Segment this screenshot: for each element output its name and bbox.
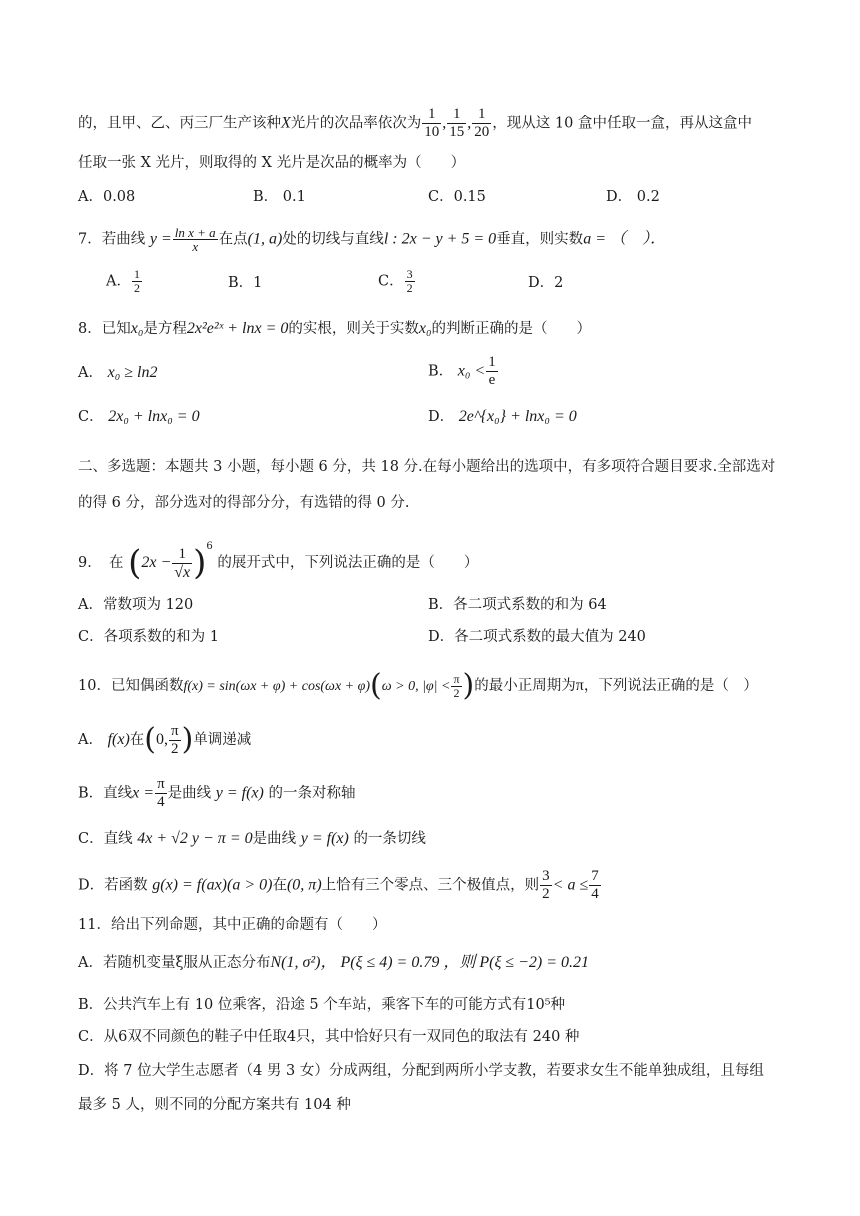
q9-option-b: B．各二项式系数的和为 64 <box>428 597 607 613</box>
q10-option-a: A． f(x)在(0, $\frac{\pi}{2}$ )单调递减 <box>78 722 252 757</box>
q11-option-d-line2: 最多 5 人，则不同的分配方案共有 104 种 <box>78 1097 351 1113</box>
q11-option-c: C．从6双不同颜色的鞋子中任取4只，其中恰好只有一双同色的取法有 240 种 <box>78 1029 580 1045</box>
q6-text-b: 光片的次品率依次为 <box>290 115 422 132</box>
q6-text-c: ，现从这 10 盒中任取一盒，再从这盒中 <box>492 115 752 132</box>
q8-option-b: B． x₀ < $\frac{1}{e}$ <box>428 354 496 388</box>
q11-option-a: A．若随机变量ξ服从正态分布N(1, σ²)， P(ξ ≤ 4) = 0.79 ，则 P(ξ ≤ −2) = 0.21 <box>78 954 590 971</box>
q8-option-c: C． 2x₀ + lnx₀ = 0 <box>78 408 200 425</box>
q11-option-d-line1: D．将 7 位大学生志愿者（4 男 3 女）分成两组，分配到两所小学支教，若要求女生不能单独成组，且每组 <box>78 1063 764 1079</box>
q8-option-a: A． x₀ ≥ ln2 <box>78 364 158 381</box>
q8-option-d: D． 2e^{x₀} + lnx₀ = 0 <box>428 408 577 425</box>
q7-line-eq: l : 2x − y + 5 = 0 <box>383 230 497 248</box>
q7-fraction: $\frac{\text{ln x + a}}{x}$ <box>174 225 216 254</box>
q6-line2: 任取一张 X 光片，则取得的 X 光片是次品的概率为（ ） <box>78 155 466 171</box>
q6-option-a: A．0.08 <box>78 189 136 205</box>
q6-x-symbol: X <box>281 114 291 132</box>
q6-line1: 的，且甲、乙、丙三厂生产该种X光片的次品率依次为 $\frac{1}{10}$ , $\frac{1}{15}$ , $\frac{1}{20}$ ，现从这 10 盒中任取一盒，再从这盒中 <box>78 106 752 140</box>
q10-option-b: B．直线x = $\frac{\pi}{4}$ 是曲线 y = f(x) 的一条对称轴 <box>78 776 356 810</box>
q10-function: f(x) = sin(ωx + φ) + cos(ωx + φ) <box>183 679 371 694</box>
q7-option-b: B．1 <box>228 275 263 291</box>
q6-frac-2: $\frac{1}{15}$ <box>449 106 465 140</box>
q11-stem: 11．给出下列命题，其中正确的命题有（ ） <box>78 917 387 933</box>
q10-option-d: D．若函数 g(x) = f(ax)(a > 0)在(0, π)上恰有三个零点、三个极值点，则 $\frac{3}{2}$ < a ≤ $\frac{7}{4}$ <box>78 868 599 902</box>
q8-stem: 8．已知x₀是方程2x²e²ˣ + lnx = 0的实根，则关于实数x₀的判断正确的是（ ） <box>78 320 592 337</box>
q9-option-c: C．各项系数的和为 1 <box>78 629 219 645</box>
q9-option-a: A．常数项为 120 <box>78 597 194 613</box>
q6-text-a: 的，且甲、乙、丙三厂生产该种 <box>78 115 281 132</box>
q6-option-c: C．0.15 <box>428 189 486 205</box>
q6-frac-1: $\frac{1}{10}$ <box>424 106 440 140</box>
q11-option-b: B．公共汽车上有 10 位乘客，沿途 5 个车站，乘客下车的可能方式有10⁵种 <box>78 997 566 1013</box>
q6-option-d: D． 0.2 <box>606 189 660 205</box>
q10-option-c: C．直线 4x + √2 y − π = 0是曲线 y = f(x) 的一条切线 <box>78 830 426 847</box>
q7-point: (1, a) <box>247 230 283 248</box>
q7-option-d: D．2 <box>528 275 564 291</box>
q9-option-d: D．各二项式系数的最大值为 240 <box>428 629 646 645</box>
q7-option-a: A． $\frac{1}{2}$ <box>106 267 140 295</box>
q6-frac-3: $\frac{1}{20}$ <box>474 106 490 140</box>
q7-option-c: C． $\frac{3}{2}$ <box>378 267 413 295</box>
q7-eq-lhs: y = <box>149 230 172 248</box>
section2-line1: 二、多选题：本题共 3 小题，每小题 6 分，共 18 分.在每小题给出的选项中，有多项符合题目要求.全部选对 <box>78 459 776 475</box>
section2-line2: 的得 6 分，部分选对的得部分分，有选错的得 0 分. <box>78 495 410 511</box>
q7-stem: 7．若曲线 y = $\frac{\text{ln x + a}}{x}$ 在点(1, a)处的切线与直线l : 2x − y + 5 = 0垂直，则实数a = （ ）． <box>78 225 666 254</box>
q8-equation: 2x²e²ˣ + lnx = 0 <box>186 320 289 337</box>
q10-stem: 10．已知偶函数f(x) = sin(ωx + φ) + cos(ωx + φ)(ω > 0, |φ| < $\frac{\pi}{2}$ )的最小正周期为π，下列说法正确的是（ ） <box>78 668 758 703</box>
q6-option-b: B． 0.1 <box>253 189 306 205</box>
q9-stem: 9． 在 (2x − $\frac{1}{√x}$ )$^6$ 的展开式中，下列说法正确的是（ ） <box>78 541 479 583</box>
